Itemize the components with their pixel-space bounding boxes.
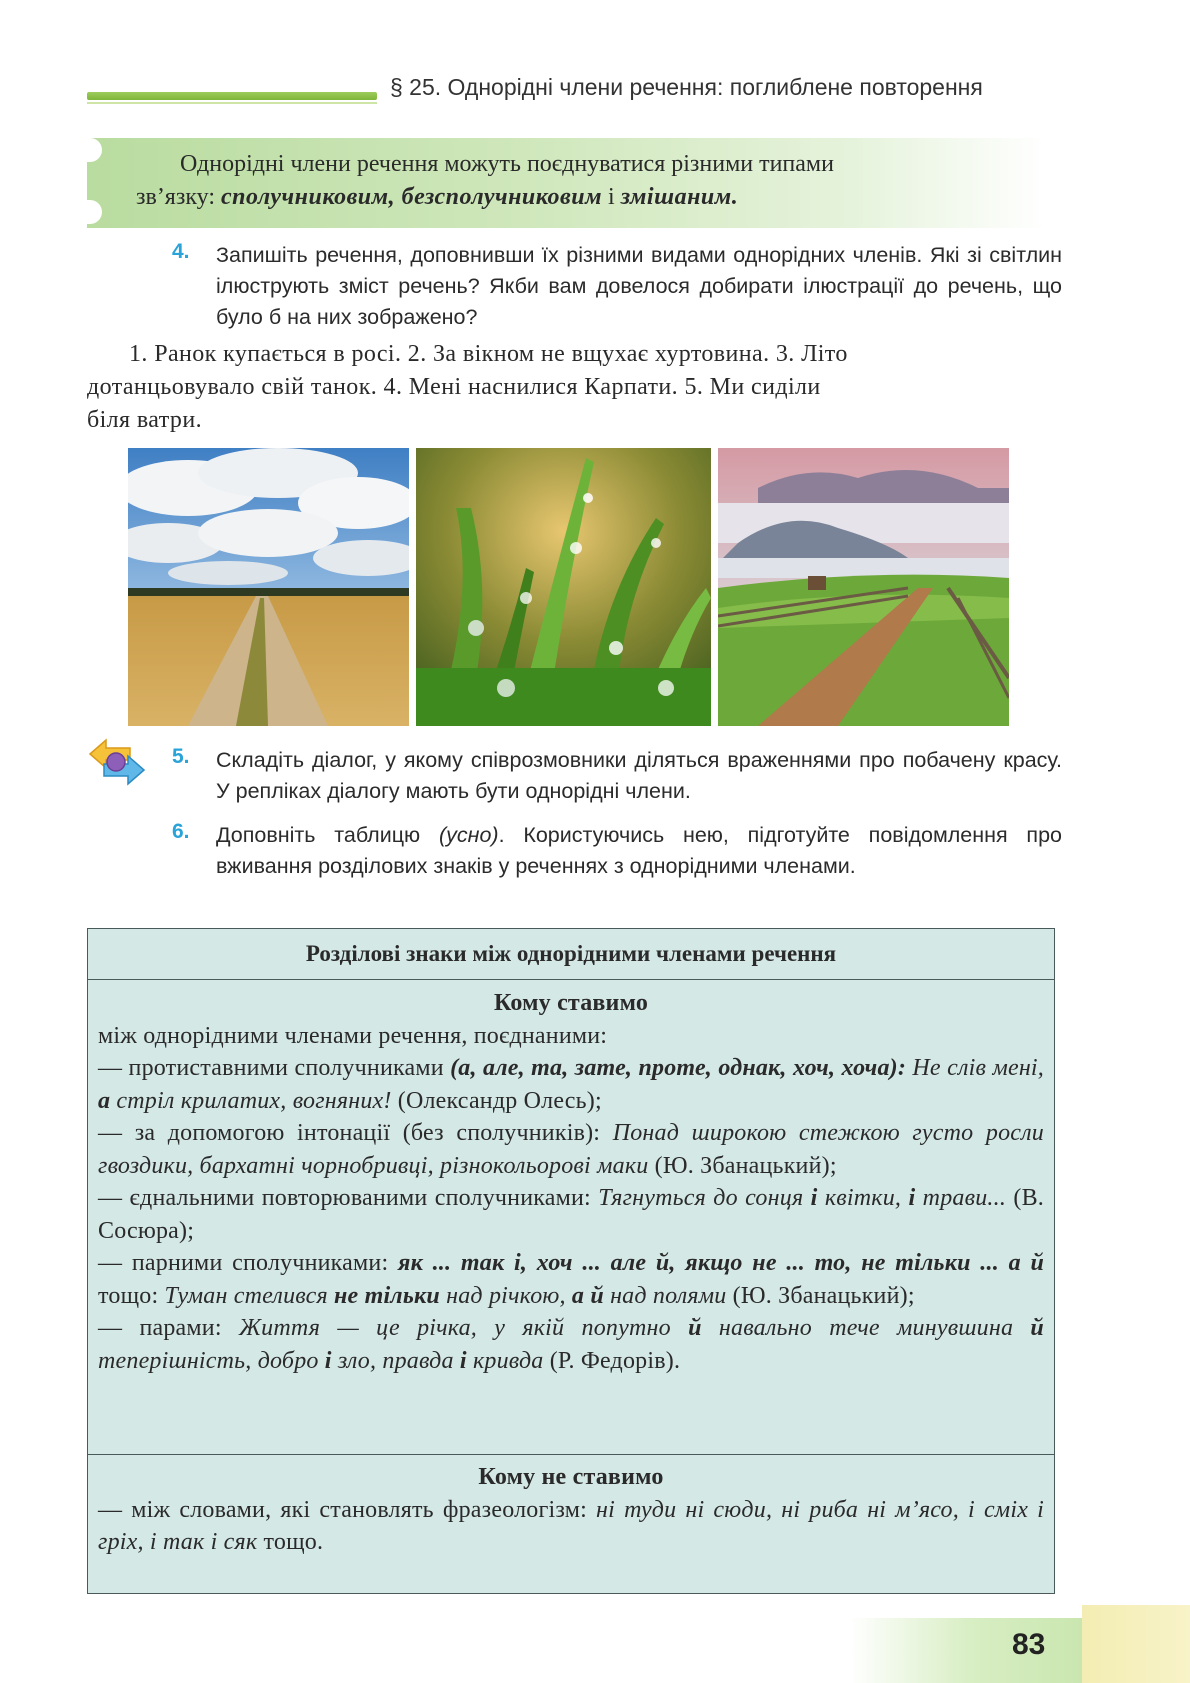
table-divider (88, 1454, 1054, 1455)
dewy-grass-photo (416, 448, 711, 726)
table-section-no-comma (98, 1461, 1044, 1559)
exercise-line: дотанцьовувало свій танок. 4. Мені наснилися Карпати. 5. Ми сиділи (87, 374, 821, 400)
rule-sep-1: , (388, 184, 402, 210)
section-heading: Кому ставимо (493, 990, 649, 1016)
field-road-photo (128, 448, 409, 726)
table-row: — парними сполучниками: як ... так і, хоч ... але й, якщо не ... то, не тільки ... а й тощо: Туман стелився не тільки над річкою, а й над полями (Ю. Збанацький); (98, 1250, 1044, 1309)
task-text: Складіть діалог, у якому співрозмовники діляться враженнями про побачену красу. У репліках діалогу мають бути однорідні члени. (216, 748, 1062, 803)
task-5 (172, 745, 1062, 807)
table-row: — між словами, які становлять фразеологізм: ні туди ні сюди, ні риба ні м’ясо, і сміх і гріх, і так і сяк тощо. (98, 1496, 1044, 1555)
punctuation-table (87, 928, 1055, 1594)
task-text-italic: (усно) (438, 823, 499, 847)
rule-type-1: сполучниковим (221, 184, 389, 210)
table-row: — протиставними сполучниками (а, але, та, зате, проте, однак, хоч, хоча): Не слів мені, а стріл крилатих, вогняних! (Олександр Олесь); (98, 1055, 1044, 1114)
rule-type-2: безсполучниковим (401, 184, 603, 210)
rule-text (136, 148, 1046, 214)
rule-end: . (731, 184, 739, 210)
exercise-line: 1. Ранок купається в росі. 2. За вікном не вщухає хуртовина. 3. Літо (129, 341, 848, 367)
header-rule-shadow (87, 102, 377, 104)
exercise-line: біля ватри. (87, 407, 202, 433)
footer-tab (1082, 1605, 1190, 1683)
exercise-sentences (87, 338, 1055, 437)
table-row: — єднальними повторюваними сполучниками: Тягнуться до сонця і квітки, і трави... (В. Сосюра); (98, 1185, 1044, 1244)
rule-line-2 (136, 181, 1046, 214)
dialog-arrows-icon (86, 736, 148, 788)
task-text (216, 820, 1062, 882)
task-text-part: . Користуючись нею, підготуйте повідомлення про вживання розділових знаків у реченнях з однорідними членами. (216, 823, 1062, 878)
table-section-comma (98, 987, 1044, 1377)
task-number: 4. (172, 240, 190, 263)
task-number: 6. (172, 820, 190, 843)
table-row: — за допомогою інтонації (без сполучників): Понад широкою стежкою густо росли гвоздики, бархатні чорнобривці, різнокольорові маки (Ю. Збанацький); (98, 1120, 1044, 1179)
task-4 (172, 240, 1062, 333)
mountain-path-photo (718, 448, 1009, 726)
rule-line-1: Однорідні члени речення можуть поєднуватися різними типами (180, 151, 834, 177)
table-row: — парами: Життя — це річка, у якій попутно й навально тече минувшина й теперішність, добро і зло, правда і кривда (Р. Федорів). (98, 1315, 1044, 1374)
rule-prefix: зв’язку: (136, 184, 221, 210)
rule-type-3: змішаним (620, 184, 732, 210)
header-rule (87, 92, 377, 100)
task-6 (172, 820, 1062, 882)
task-text-part: Доповніть таблицю (216, 823, 439, 847)
table-title: Розділові знаки між однорідними членами речення (88, 929, 1054, 980)
section-heading: Кому не ставимо (478, 1464, 664, 1490)
task-number: 5. (172, 745, 190, 768)
section-title: § 25. Однорідні члени речення: поглиблене повторення (390, 74, 983, 100)
page-number: 83 (1012, 1628, 1046, 1661)
task-text: Запишіть речення, доповнивши їх різними видами однорідних членів. Які зі світлин ілюструють зміст речень? Якби вам довелося добирати ілюстрації до речень, що було б на них зображено? (216, 243, 1062, 329)
rule-sep-2: і (602, 184, 621, 210)
section-intro: між однорідними членами речення, поєднаними: (98, 1022, 608, 1049)
